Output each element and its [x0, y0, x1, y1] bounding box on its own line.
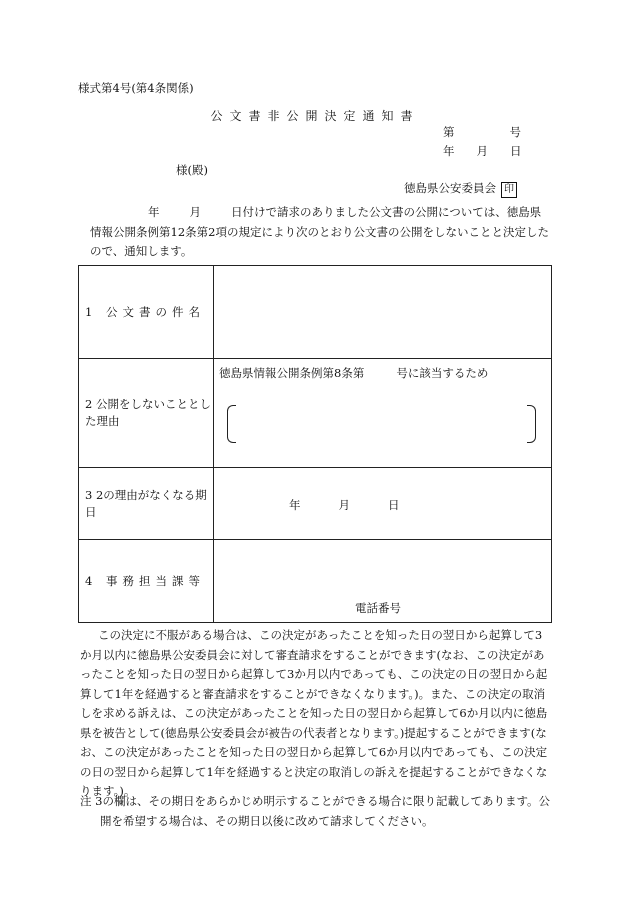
table-row [79, 468, 552, 540]
right-bracket [527, 405, 536, 443]
appeal-notice: この決定に不服がある場合は、この決定があったことを知った日の翌日から起算して3か月以内に徳島県公安委員会に対して審査請求をすることができます(なお、この決定があったことを知った日の翌日から起算して3か月以内であっても、この決定の日の翌日から起算して1年を経過すると審査請求をすることができなくなります。)。また、この決定の取消しを求める訴えは、この決定があったことを知った日の翌日から起算して6か月以内に徳島県を被告として(徳島県公安委員会が被告の代表者となります。)提起することができます(なお、この決定があったことを知った日の翌日から起算して6か月以内であっても、この決定の日の翌日から起算して1年を経過すると決定の取消しの訴えを提起することができなくなります。)。 [80, 628, 548, 798]
intro-paragraph [90, 203, 552, 262]
reason-text [219, 365, 488, 381]
number-suffix: 号 [509, 125, 521, 139]
row1-label: 1 公文書の件名 [79, 266, 214, 359]
decision-table [78, 265, 552, 623]
row3-value [214, 468, 552, 540]
row3-label: 3 2の理由がなくなる期日 [79, 468, 214, 540]
issue-date [443, 143, 522, 159]
intro-month: 月 [189, 205, 201, 219]
row4-value [214, 540, 552, 623]
issuer-name: 徳島県公安委員会 [404, 181, 496, 195]
reason-after: 号に該当するため [396, 366, 489, 380]
table-row [79, 266, 552, 359]
issuer [404, 180, 517, 198]
issue-day: 日 [510, 144, 522, 158]
table-row [79, 359, 552, 468]
footnote: 注 3の欄は、その期日をあらかじめ明示することができる場合に限り記載してあります。公開を希望する場合は、その期日以後に改めて請求してください。 [80, 794, 551, 828]
expiry-month: 月 [338, 498, 350, 512]
reason-before: 徳島県情報公開条例第8条第 [219, 366, 365, 380]
intro-text: 日付けで請求のありました公文書の公開については、徳島県情報公開条例第12条第2項の規定により次のとおり公文書の公開をしないことと決定したので、通知します。 [90, 205, 549, 258]
expiry-date [289, 497, 400, 513]
row1-value [214, 266, 552, 359]
issue-year: 年 [443, 144, 455, 158]
table-row [79, 540, 552, 623]
seal-mark: 印 [501, 182, 517, 198]
addressee: 様(殿) [176, 163, 208, 177]
document-number [443, 124, 521, 140]
row4-label: 4 事務担当課等 [79, 540, 214, 623]
number-prefix: 第 [443, 125, 455, 139]
expiry-day: 日 [388, 498, 400, 512]
phone-label: 電話番号 [355, 601, 401, 615]
expiry-year: 年 [289, 498, 301, 512]
intro-year: 年 [148, 205, 160, 219]
row2-value [214, 359, 552, 468]
issue-month: 月 [476, 144, 488, 158]
left-bracket [227, 405, 236, 443]
form-number: 様式第4号(第4条関係) [78, 81, 194, 95]
row2-label: 2 公開をしないこととした理由 [79, 359, 214, 468]
document-title: 公文書非公開決定通知書 [210, 109, 420, 123]
